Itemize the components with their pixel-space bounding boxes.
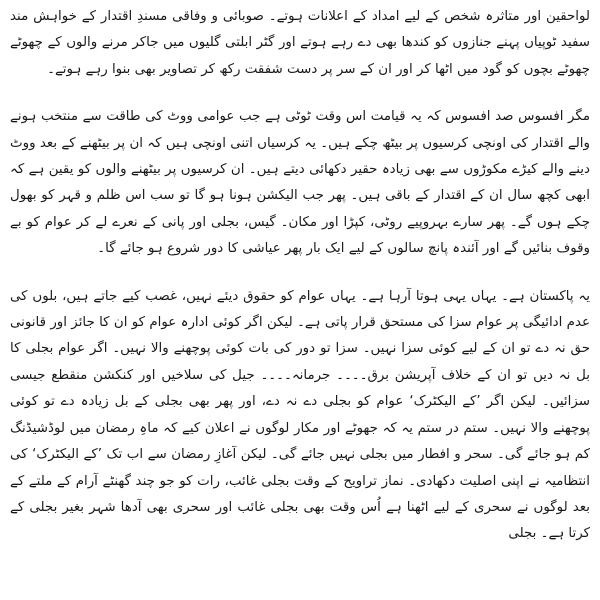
paragraph-2: مگر افسوس صد افسوس کہ یہ قیامت اس وقت ٹوٹی ہے جب عوامی ووٹ کی طاقت سے منتخب ہونے والے اقتدار کی اونچی کرسیوں پر بیٹھ چکے ہیں۔ یہ کرسیاں اتنی اونچی ہیں کہ ان پر بیٹھنے کے بعد ووٹ دینے والے کیڑے مکوڑوں سے بھی زیادہ حقیر دکھائی دیتے ہیں۔ ان کرسیوں پر بیٹھنے والوں کو یقین ہے کہ ابھی کچھ سال ان کے اقتدار کے باقی ہیں۔ پھر جب الیکشن ہونا ہو گا تو سب اس ظلم و قہر کو بھول چکے ہوں گے۔ پھر سارے بہروپیے روٹی، کپڑا اور مکان۔ گیس، بجلی اور پانی کے نعرے لے کر عوام کو بے وقوف بنائیں گے اور آئندہ پانچ سالوں کے لیے ایک بار پھر عیاشی کا دور شروع ہو جائے گا۔ bbox=[10, 109, 590, 257]
paragraph-1: لواحقین اور متاثرہ شخص کے لیے امداد کے اعلانات ہوتے۔ صوبائی و وفاقی مسندِ اقتدار کے خواہش مند سفید ٹوپیاں پہنے جنازوں کو کندھا بھی دے رہے ہوتے اور گٹر ابلتی گلیوں میں جاکر مرنے والوں کے چھوٹے چھوٹے بچوں کو گود میں اٹھا کر اور ان کے سر پر دست شفقت رکھ کر تصاویر بھی بنوا رہے ہوتے۔ bbox=[10, 9, 590, 77]
paragraph-3: یہ پاکستان ہے۔ یہاں یہی ہوتا آرہا ہے۔ یہاں عوام کو حقوق دیئے نہیں، غصب کیے جاتے ہیں، بلوں کی عدم ادائیگی پر عوام سزا کی مستحق قرار پاتی ہے۔ لیکن اگر کوئی ادارہ عوام کو ان کا جائز اور قانونی حق نہ دے تو ان کے لیے کوئی سزا نہیں۔ سزا تو دور کی بات کوئی پوچھنے والا نہیں۔ اگر عوام بجلی کا بل نہ دیں تو ان کے خلاف آپریشن برق۔۔۔۔ جرمانہ۔۔۔۔ جیل کی سلاخیں اور کنکشن منقطع جیسی سزائیں۔ لیکن اگر ’کے الیکٹرک‘ عوام کو بجلی دے نہ دے، اور پھر بھی بجلی کے بل زیادہ دے تو کوئی پوچھنے والا نہیں۔ ستم در ستم یہ کہ جھوٹے اور مکار لوگوں نے اعلان کیے کہ ماہِ رمضان میں لوڈشیڈنگ کم ہو جائے گی۔ سحر و افطار میں بجلی نہیں جائے گی۔ لیکن آغازِ رمضان سے اب تک ’کے الیکٹرک‘ کی انتظامیہ نے اپنی اصلیت دکھادی۔ نماز تراویح کے وقت بجلی غائب، رات کو جو چند گھنٹے آرام کے ملتے کے بعد لوگوں نے سحری کے لیے اٹھنا ہے اُس وقت بھی بجلی غائب اور سحری بھی آدھا شہر بغیر بجلی کے کرتا ہے۔ بجلی bbox=[10, 288, 590, 542]
article-body bbox=[10, 4, 590, 596]
